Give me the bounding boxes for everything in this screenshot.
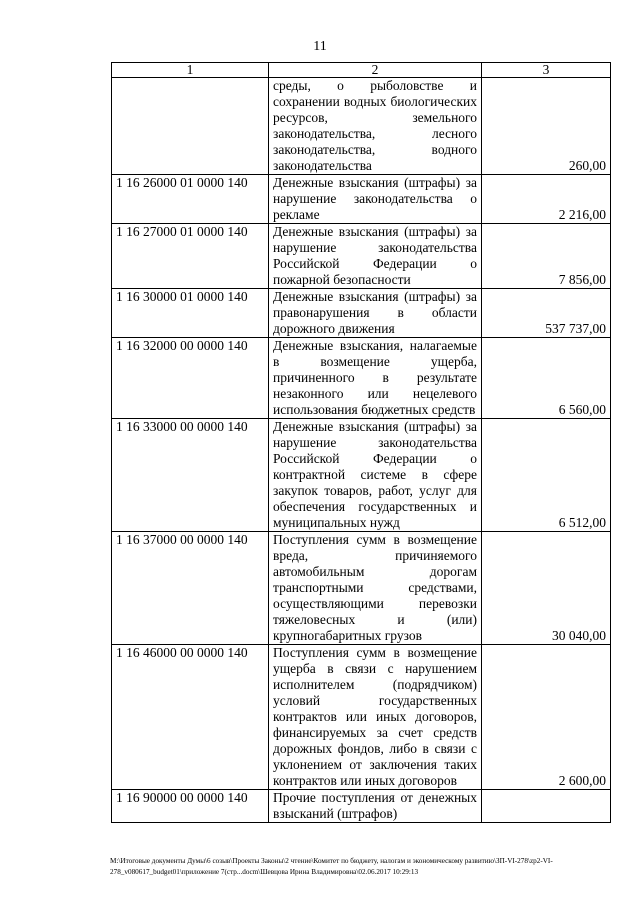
row-amount: 260,00 — [482, 78, 611, 175]
row-amount: 30 040,00 — [482, 532, 611, 645]
row-code: 1 16 37000 00 0000 140 — [112, 532, 269, 645]
table-row — [112, 224, 611, 289]
row-description: Прочие поступления от денежных взысканий (штрафов) — [269, 790, 482, 823]
budget-table — [111, 62, 611, 823]
row-description: Поступления сумм в возмещение ущерба в связи с нарушением исполнителем (подрядчиком) условий государственных контрактов или иных договоров, финансируемых за счет средств дорожных фондов, либо в связи с уклонением от заключения таких контрактов или иных договоров — [269, 645, 482, 790]
row-code — [112, 78, 269, 175]
row-description: Денежные взыскания (штрафы) за правонарушения в области дорожного движения — [269, 289, 482, 338]
table-header-row — [112, 63, 611, 78]
row-amount: 2 216,00 — [482, 175, 611, 224]
column-header-3: 3 — [482, 63, 611, 78]
table-row — [112, 289, 611, 338]
table-row — [112, 645, 611, 790]
row-amount: 6 560,00 — [482, 338, 611, 419]
row-description: Денежные взыскания (штрафы) за нарушение законодательства о рекламе — [269, 175, 482, 224]
row-description: Денежные взыскания (штрафы) за нарушение законодательства Российской Федерации о контрактной системе в сфере закупок товаров, работ, услуг для обеспечения государственных и муниципальных нужд — [269, 419, 482, 532]
table-row — [112, 338, 611, 419]
row-amount: 6 512,00 — [482, 419, 611, 532]
row-amount — [482, 790, 611, 823]
row-description: среды, о рыболовстве и сохранении водных биологических ресурсов, земельного законодательства, лесного законодательства, водного законодательства — [269, 78, 482, 175]
row-code: 1 16 46000 00 0000 140 — [112, 645, 269, 790]
table-row — [112, 790, 611, 823]
row-amount: 537 737,00 — [482, 289, 611, 338]
column-header-2: 2 — [269, 63, 482, 78]
page-number: 11 — [313, 39, 327, 54]
row-code: 1 16 30000 01 0000 140 — [112, 289, 269, 338]
table-row — [112, 78, 611, 175]
row-code: 1 16 32000 00 0000 140 — [112, 338, 269, 419]
file-path-footer: М:\Итоговые документы Думы\6 созыв\Проекты Законы\2 чтение\Комитет по бюджету, налогам и экономическому развитию\ЗП-VI-278\zp2-VI-278_v080617_budget01\приложение 7(стр...docm\Шевцова Ирина Владимировна\02.06.2017 10:29:13 — [110, 857, 553, 876]
row-description: Денежные взыскания, налагаемые в возмещение ущерба, причиненного в результате незаконного или нецелевого использования бюджетных средств — [269, 338, 482, 419]
column-header-1: 1 — [112, 63, 269, 78]
table-row — [112, 532, 611, 645]
row-amount: 2 600,00 — [482, 645, 611, 790]
table-row — [112, 419, 611, 532]
table-row — [112, 175, 611, 224]
row-description: Денежные взыскания (штрафы) за нарушение законодательства Российской Федерации о пожарной безопасности — [269, 224, 482, 289]
row-code: 1 16 90000 00 0000 140 — [112, 790, 269, 823]
row-amount: 7 856,00 — [482, 224, 611, 289]
row-code: 1 16 27000 01 0000 140 — [112, 224, 269, 289]
row-description: Поступления сумм в возмещение вреда, причиняемого автомобильным дорогам транспортными средствами, осуществляющими перевозки тяжеловесных и (или) крупногабаритных грузов — [269, 532, 482, 645]
row-code: 1 16 26000 01 0000 140 — [112, 175, 269, 224]
row-code: 1 16 33000 00 0000 140 — [112, 419, 269, 532]
